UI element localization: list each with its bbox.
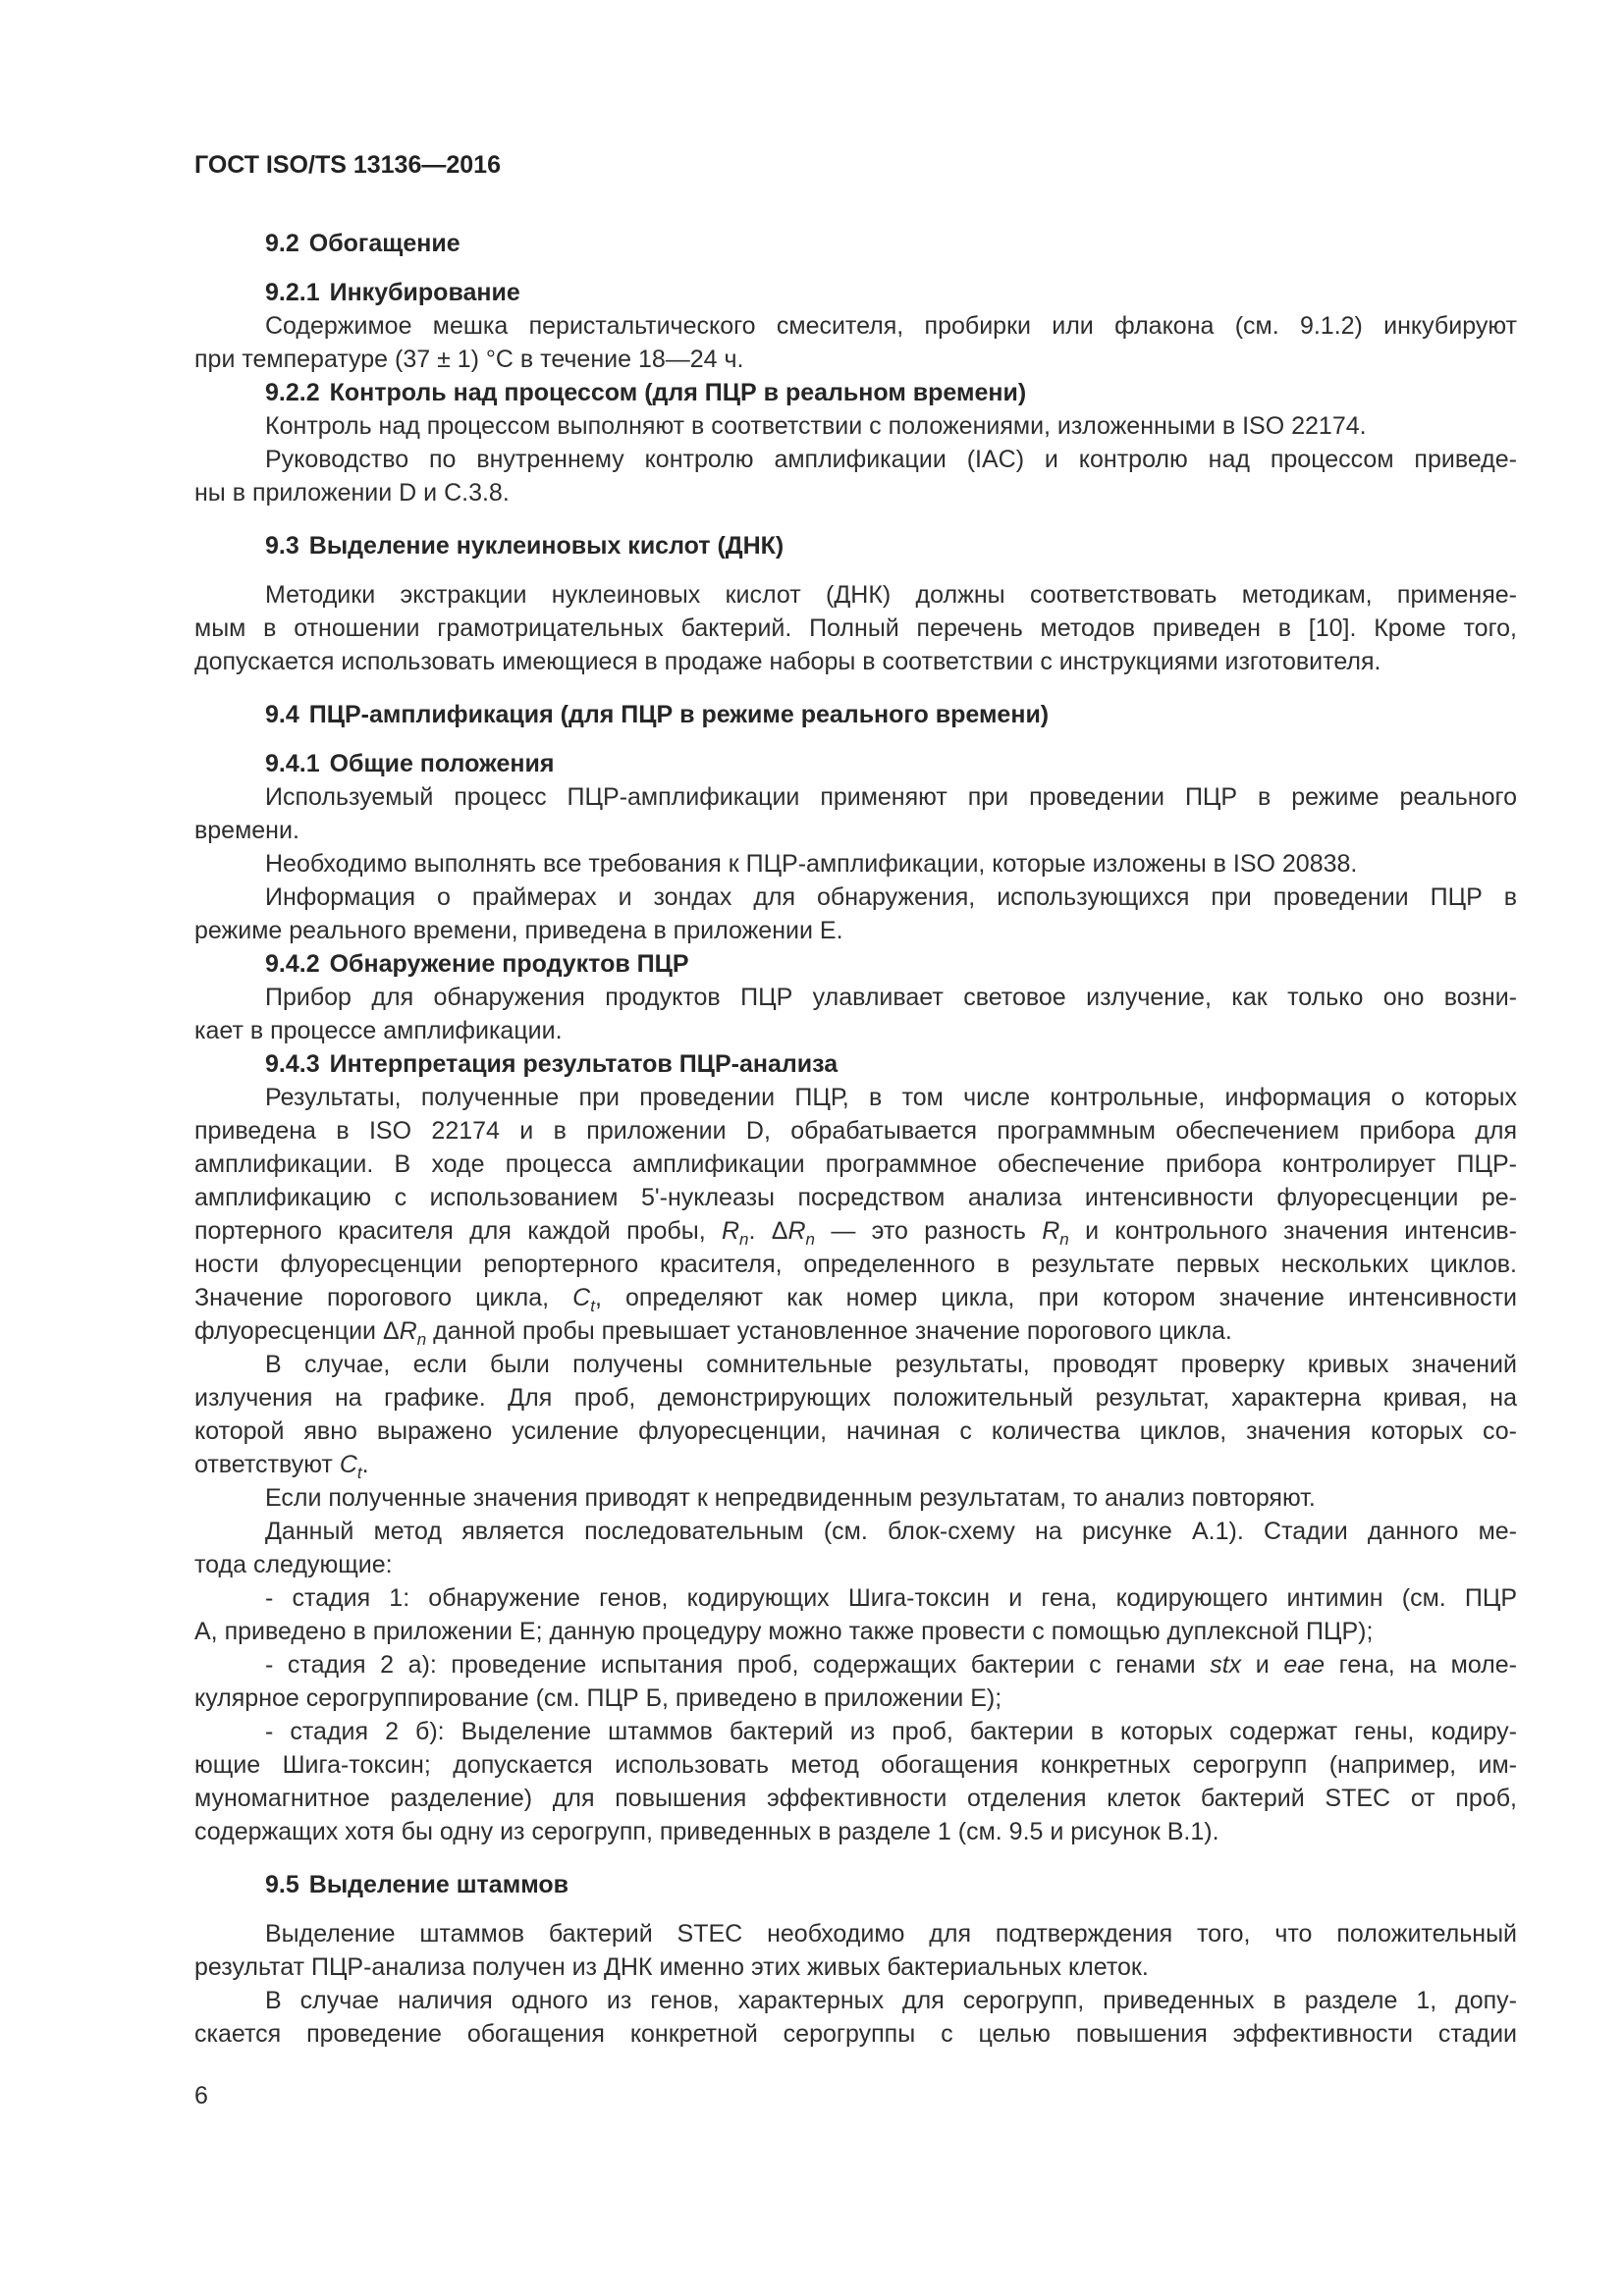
subscript: n xyxy=(805,1230,816,1249)
paragraph xyxy=(194,981,1517,1047)
text-line: В случае наличия одного из генов, характерных для серогрупп, приведенных в разделе 1, допу- xyxy=(265,1987,1517,2014)
text-line: Выделение штаммов бактерий STEC необходимо для подтверждения того, что положительный xyxy=(265,1920,1517,1948)
text-line: кает в процессе амплификации. xyxy=(194,1017,563,1044)
italic-symbol: R xyxy=(399,1317,417,1345)
text-segment: и контрольного значения интенсив- xyxy=(1068,1217,1518,1245)
text-line: допускается использовать имеющиеся в продаже наборы в соответствии с инструкциями изготовителя. xyxy=(194,648,1381,675)
text-segment: флуоресценции Δ xyxy=(194,1317,400,1345)
paragraph xyxy=(194,847,1517,881)
section-title: Инкубирование xyxy=(329,279,520,306)
text-segment: и xyxy=(1241,1651,1284,1679)
text-line xyxy=(194,1281,1517,1314)
paragraph xyxy=(194,1715,1517,1848)
paragraph xyxy=(194,1081,1517,1348)
paragraph xyxy=(194,409,1517,443)
section-heading xyxy=(194,276,1517,309)
italic-symbol: C xyxy=(572,1284,591,1311)
section-number: 9.2.1 xyxy=(265,279,320,306)
text-line: кулярное серогруппирование (см. ПЦР Б, приведено в приложении Е); xyxy=(194,1684,1002,1712)
text-line: режиме реального времени, приведена в приложении Е. xyxy=(194,917,843,944)
section-title: Обнаружение продуктов ПЦР xyxy=(329,950,689,978)
text-segment: — это разность xyxy=(815,1217,1043,1245)
text-line: ности флуоресценции репортерного красителя, определенного в результате первых нескольких циклов. xyxy=(194,1251,1517,1278)
subscript: n xyxy=(1059,1230,1069,1249)
section-number: 9.4 xyxy=(265,701,299,728)
text-segment: , определяют как номер цикла, при котором значение интенсивности xyxy=(594,1284,1517,1311)
text-line: результат ПЦР-анализа получен из ДНК именно этих живых бактериальных клеток. xyxy=(194,1953,1149,1981)
section-number: 9.4.2 xyxy=(265,950,320,978)
section-title: Интерпретация результатов ПЦР-анализа xyxy=(329,1050,839,1078)
text-line: Методики экстракции нуклеиновых кислот (ДНК) должны соответствовать методикам, применяе- xyxy=(265,581,1517,609)
text-segment: . xyxy=(361,1451,369,1478)
text-line: Контроль над процессом выполняют в соответствии с положениями, изложенными в ISO 22174. xyxy=(265,412,1367,440)
section-number: 9.4.3 xyxy=(265,1050,320,1078)
section-heading xyxy=(194,529,1517,562)
section-heading xyxy=(194,698,1517,731)
section-title: Выделение штаммов xyxy=(308,1871,568,1898)
text-line: В случае, если были получены сомнительные результаты, проводят проверку кривых значений xyxy=(265,1351,1517,1378)
text-line: Необходимо выполнять все требования к ПЦР-амплификации, которые изложены в ISO 20838. xyxy=(265,850,1358,878)
document-body xyxy=(194,227,1517,2051)
text-line: Прибор для обнаружения продуктов ПЦР улавливает световое излучение, как только оно возни- xyxy=(265,984,1517,1011)
paragraph xyxy=(194,1481,1517,1515)
text-line: ны в приложении D и С.3.8. xyxy=(194,479,510,507)
text-segment: . Δ xyxy=(748,1217,788,1245)
paragraph xyxy=(194,1515,1517,1581)
italic-symbol: R xyxy=(721,1217,740,1245)
text-segment: данной пробы превышает установленное значение порогового цикла. xyxy=(426,1317,1232,1345)
section-heading xyxy=(194,376,1517,409)
paragraph xyxy=(194,1984,1517,2051)
text-line: скается проведение обогащения конкретной серогруппы с целью повышения эффективности стадии xyxy=(194,2020,1517,2048)
italic-symbol: R xyxy=(1042,1217,1060,1245)
text-segment: ответствуют xyxy=(194,1451,340,1478)
text-line: Результаты, полученные при проведении ПЦР, в том числе контрольные, информация о которых xyxy=(265,1084,1517,1111)
text-line: которой явно выражено усиление флуоресценции, начиная с количества циклов, значения которых со- xyxy=(194,1417,1517,1445)
section-title: Контроль над процессом (для ПЦР в реальном времени) xyxy=(329,379,1027,406)
text-line: тода следующие: xyxy=(194,1551,393,1578)
text-segment: - стадия 2 а): проведение испытания проб, содержащих бактерии с генами xyxy=(265,1651,1211,1679)
text-line xyxy=(194,1314,1517,1348)
italic-symbol: eae xyxy=(1283,1651,1326,1679)
text-line: Данный метод является последовательным (см. блок-схему на рисунке А.1). Стадии данного ме- xyxy=(265,1518,1517,1545)
text-line xyxy=(194,1214,1517,1248)
section-title: Выделение нуклеиновых кислот (ДНК) xyxy=(308,532,785,560)
text-line: Руководство по внутреннему контролю амплификации (IAC) и контролю над процессом приведе- xyxy=(265,446,1517,473)
section-heading xyxy=(194,1868,1517,1901)
text-segment: Значение порогового цикла, xyxy=(194,1284,573,1311)
paragraph xyxy=(194,1581,1517,1648)
paragraph xyxy=(194,309,1517,376)
section-title: ПЦР-амплификация (для ПЦР в режиме реального времени) xyxy=(308,701,1050,728)
text-line: Используемый процесс ПЦР-амплификации применяют при проведении ПЦР в режиме реального xyxy=(265,783,1517,811)
text-segment: гена, на моле- xyxy=(1325,1651,1517,1679)
section-number: 9.2.2 xyxy=(265,379,320,406)
section-title: Обогащение xyxy=(308,230,460,257)
text-line: - стадия 1: обнаружение генов, кодирующих Шига-токсин и гена, кодирующего интимин (см. ПЦР xyxy=(265,1584,1517,1612)
section-heading xyxy=(194,227,1517,260)
text-line: времени. xyxy=(194,817,299,844)
text-line xyxy=(194,1448,1517,1481)
section-heading xyxy=(194,947,1517,981)
paragraph xyxy=(194,578,1517,678)
text-line: при температуре (37 ± 1) °С в течение 18—24 ч. xyxy=(194,346,744,373)
italic-symbol: R xyxy=(787,1217,806,1245)
text-line: Содержимое мешка перистальтического смесителя, пробирки или флакона (см. 9.1.2) инкубируют xyxy=(265,312,1517,340)
text-line: излучения на графике. Для проб, демонстрирующих положительный результат, характерна кривая, на xyxy=(194,1384,1517,1412)
text-line xyxy=(194,1648,1517,1682)
text-line: А, приведено в приложении Е; данную процедуру можно также провести с помощью дуплексной ПЦР); xyxy=(194,1618,1374,1645)
paragraph xyxy=(194,1648,1517,1715)
text-line: ющие Шига-токсин; допускается использовать метод обогащения конкретных серогрупп (например, им- xyxy=(194,1751,1517,1779)
text-line: - стадия 2 б): Выделение штаммов бактерий из проб, бактерии в которых содержат гены, кодиру- xyxy=(265,1718,1517,1745)
text-line: Если полученные значения приводят к непредвиденным результатам, то анализ повторяют. xyxy=(265,1484,1316,1512)
page-content xyxy=(194,148,1517,2051)
section-title: Общие положения xyxy=(329,750,555,777)
section-heading xyxy=(194,1047,1517,1081)
section-heading xyxy=(194,747,1517,780)
text-segment: портерного красителя для каждой пробы, xyxy=(194,1217,722,1245)
text-line: амплификации. В ходе процесса амплификации программное обеспечение прибора контролирует ПЦР- xyxy=(194,1150,1517,1178)
paragraph xyxy=(194,881,1517,947)
text-line: мым в отношении грамотрицательных бактерий. Полный перечень методов приведен в [10]. Кроме того, xyxy=(194,614,1517,642)
subscript: t xyxy=(356,1464,362,1482)
italic-symbol: C xyxy=(339,1451,357,1478)
text-line: амплификацию с использованием 5'-нуклеазы посредством анализа интенсивности флуоресценции ре- xyxy=(194,1184,1517,1211)
section-number: 9.3 xyxy=(265,532,299,560)
subscript: n xyxy=(416,1330,427,1349)
text-line: Информация о праймерах и зондах для обнаружения, использующихся при проведении ПЦР в xyxy=(265,883,1517,911)
section-number: 9.4.1 xyxy=(265,750,320,777)
paragraph xyxy=(194,780,1517,847)
section-number: 9.2 xyxy=(265,230,299,257)
paragraph xyxy=(194,1917,1517,1984)
section-number: 9.5 xyxy=(265,1871,299,1898)
text-line: приведена в ISO 22174 и в приложении D, обрабатывается программным обеспечением прибора для xyxy=(194,1117,1517,1145)
italic-symbol: stx xyxy=(1210,1651,1242,1679)
paragraph xyxy=(194,1348,1517,1481)
text-line: муномагнитное разделение) для повышения эффективности отделения клеток бактерий STEC от проб, xyxy=(194,1785,1517,1812)
text-line: содержащих хотя бы одну из серогрупп, приведенных в разделе 1 (см. 9.5 и рисунок В.1). xyxy=(194,1818,1219,1845)
subscript: t xyxy=(590,1297,595,1315)
page-number: 6 xyxy=(194,2082,208,2109)
subscript: n xyxy=(739,1230,749,1249)
paragraph xyxy=(194,443,1517,509)
document-header: ГОСТ ISO/TS 13136—2016 xyxy=(194,151,501,179)
